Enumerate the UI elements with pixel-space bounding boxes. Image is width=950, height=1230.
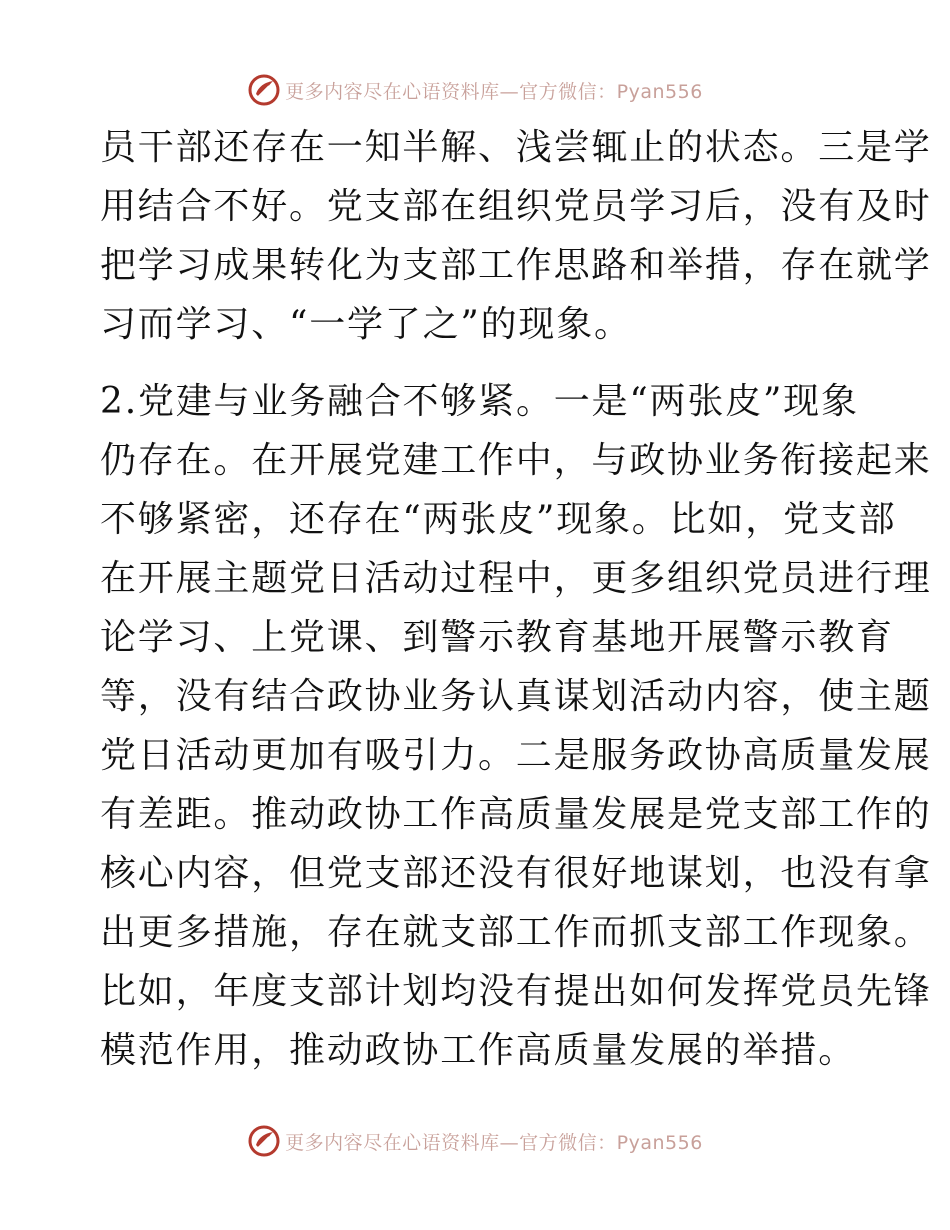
text-line: 仍存在。在开展党建工作中，与政协业务衔接起来	[100, 440, 932, 481]
logo-icon	[247, 73, 281, 107]
text-line: 在开展主题党日活动过程中，更多组织党员进行理	[100, 558, 932, 599]
watermark-text: 更多内容尽在心语资料库—官方微信：Pyan556	[285, 1131, 703, 1154]
paragraph-spacer	[100, 354, 850, 372]
text-line: 把学习成果转化为支部工作思路和举措，存在就学	[100, 245, 932, 286]
paragraph	[100, 372, 932, 1080]
watermark-text: 更多内容尽在心语资料库—官方微信：Pyan556	[285, 80, 703, 103]
text-line: 员干部还存在一知半解、浅尝辄止的状态。三是学	[100, 127, 932, 168]
text-line: 用结合不好。党支部在组织党员学习后，没有及时	[100, 186, 932, 227]
text-line: 等，没有结合政协业务认真谋划活动内容，使主题	[100, 676, 932, 717]
watermark-account: Pyan556	[616, 1131, 703, 1154]
text-line: 出更多措施，存在就支部工作而抓支部工作现象。	[100, 912, 932, 953]
text-line: 比如，年度支部计划均没有提出如何发挥党员先锋	[100, 971, 932, 1012]
watermark-account: Pyan556	[616, 80, 703, 103]
header-watermark	[0, 70, 950, 110]
document-body	[100, 118, 932, 1080]
text-line: 2.党建与业务融合不够紧。一是“两张皮”现象	[100, 381, 859, 422]
text-line: 论学习、上党课、到警示教育基地开展警示教育	[100, 617, 894, 658]
text-line: 核心内容，但党支部还没有很好地谋划，也没有拿	[100, 853, 932, 894]
logo-icon	[247, 1124, 281, 1158]
text-line: 有差距。推动政协工作高质量发展是党支部工作的	[100, 794, 932, 835]
footer-watermark	[0, 1121, 950, 1161]
text-line: 党日活动更加有吸引力。二是服务政协高质量发展	[100, 735, 932, 776]
text-line: 不够紧密，还存在“两张皮”现象。比如，党支部	[100, 499, 897, 540]
paragraph	[100, 118, 932, 354]
text-line: 习而学习、“一学了之”的现象。	[100, 304, 632, 345]
text-line: 模范作用，推动政协工作高质量发展的举措。	[100, 1030, 857, 1071]
